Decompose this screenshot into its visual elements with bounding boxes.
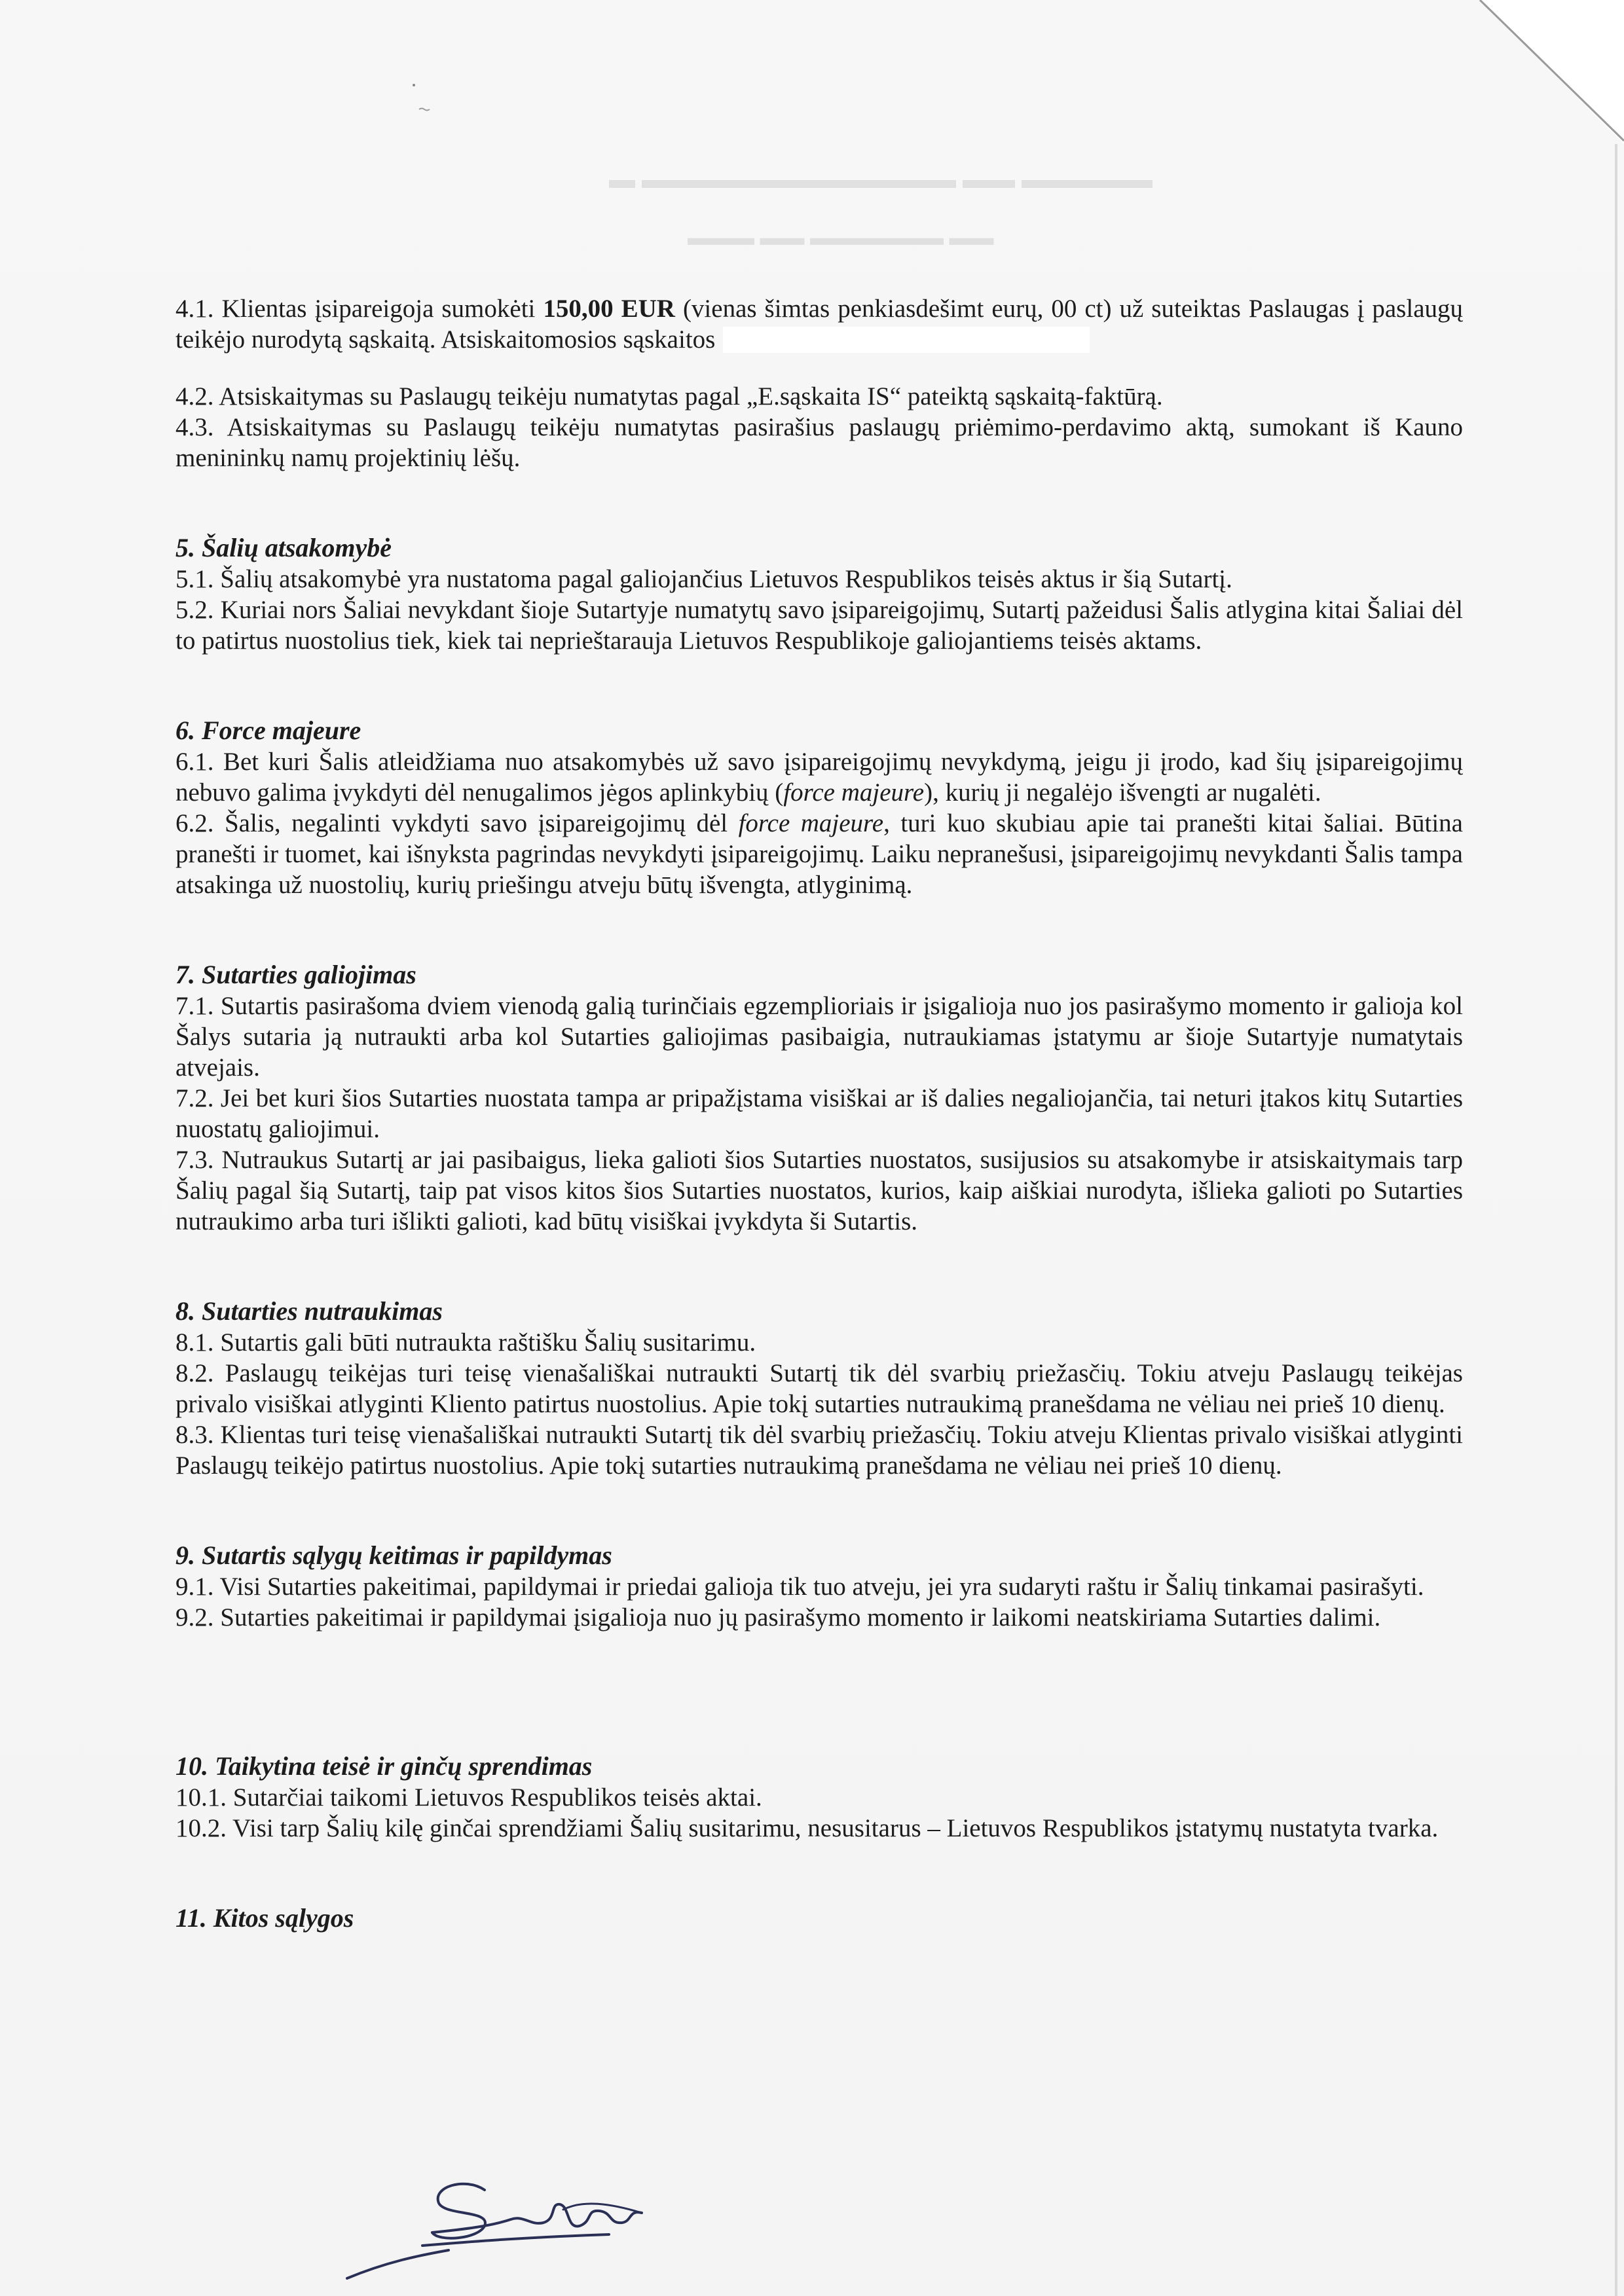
spacer: [175, 1481, 1463, 1540]
clause-paragraph: 8.3. Klientas turi teisę vienašališkai nutraukti Sutartį tik dėl svarbių priežasčių. Tokiu atveju Klientas privalo visiškai atlyginti Paslaugų teikėjo patirtus nuostolius. Apie tokį sutarties nutraukimą pranešdama ne vėliau nei prieš 10 dienų.: [175, 1421, 1463, 1480]
spacer: [175, 355, 1463, 381]
scan-specks: [399, 69, 439, 121]
clause-paragraph: 10.1. Sutarčiai taikomi Lietuvos Respublikos teisės aktai.: [175, 1783, 762, 1812]
clause-paragraph: 4.1. Klientas įsipareigoja sumokėti 150,00 EUR (vienas šimtas penkiasdešimt eurų, 00 ct) už suteiktas Paslaugas į paslaugų teikėjo nurodytą sąskaitą. Atsiskaitomosios sąskaitos: [175, 295, 1464, 354]
document-body: [175, 293, 1463, 1934]
clause-paragraph: 7.3. Nutraukus Sutartį ar jai pasibaigus, lieka galioti šios Sutarties nuostatos, susijusios su atsakomybe ir atsiskaitymais tarp Šalių pagal šią Sutartį, taip pat visos kitos šios Sutarties nuostatos, kurios, kaip aiškiai nurodyta, išlieka galioti po Sutarties nutraukimo arba turi išlikti galioti, kad būtų visiškai įvykdyta ši Sutartis.: [175, 1146, 1463, 1235]
clause-paragraph: 7.2. Jei bet kuri šios Sutarties nuostata tampa ar pripažįstama visiškai ar iš dalies negaliojančia, tai neturi įtakos kitų Sutarties nuostatų galiojimui.: [175, 1084, 1463, 1143]
bleed-through-text: ▬ ▬▬▬▬▬▬▬▬▬▬▬▬ ▬▬ ▬▬▬▬▬: [609, 164, 1153, 194]
clause-paragraph: 5.1. Šalių atsakomybė yra nustatoma pagal galiojančius Lietuvos Respublikos teisės aktus ir šią Sutartį.: [175, 565, 1232, 593]
clause-paragraph: 5.2. Kuriai nors Šaliai nevykdant šioje Sutartyje numatytų savo įsipareigojimų, Sutartį pažeidusi Šalis atlygina kitai Šaliai dėl to patirtus nuostolius tiek, kiek tai neprieštarauja Lietuvos Respublikoje galiojantiems teisės aktams.: [175, 596, 1463, 655]
spacer: [175, 1237, 1463, 1296]
redacted-account-number: [723, 327, 1090, 353]
clause-paragraph: 9.1. Visi Sutarties pakeitimai, papildymai ir priedai galioja tik tuo atveju, jei yra sudaryti raštu ir Šalių tinkamai pasirašyti.: [175, 1573, 1424, 1601]
spacer: [175, 900, 1463, 959]
clause-paragraph: 6.1. Bet kuri Šalis atleidžiama nuo atsakomybės už savo įsipareigojimų nevykdymą, jeigu ji įrodo, kad šių įsipareigojimų nebuvo galima įvykdyti dėl nenugalimos jėgos aplinkybių (force majeure), kurių ji negalėjo išvengti ar nugalėti.: [175, 748, 1463, 807]
clause-paragraph: 10.2. Visi tarp Šalių kilę ginčai sprendžiami Šalių susitarimu, nesusitarus – Lietuvos Respublikos įstatymų nustatyta tvarka.: [175, 1814, 1439, 1842]
section-heading: 7. Sutarties galiojimas: [175, 960, 416, 989]
clause-paragraph: 4.3. Atsiskaitymas su Paslaugų teikėju numatytas pasirašius paslaugų priėmimo-perdavimo aktą, sumokant iš Kauno menininkų namų projektinių lėšų.: [175, 413, 1463, 472]
clause-paragraph: 9.2. Sutarties pakeitimai ir papildymai įsigalioja nuo jų pasirašymo momento ir laikomi neatskiriama Sutarties dalimi.: [175, 1603, 1381, 1631]
clause-paragraph: 8.2. Paslaugų teikėjas turi teisę vienašališkai nutraukti Sutartį tik dėl svarbių priežasčių. Tokiu atveju Paslaugų teikėjas privalo visiškai atlyginti Kliento patirtus nuostolius. Apie tokį sutarties nutraukimą pranešdama ne vėliau nei prieš 10 dienų.: [175, 1359, 1463, 1418]
spacer: [175, 1633, 1463, 1692]
section-heading: 10. Taikytina teisė ir ginčų sprendimas: [175, 1751, 593, 1781]
spacer: [175, 1692, 1463, 1751]
section-heading: 8. Sutarties nutraukimas: [175, 1296, 443, 1326]
section-heading: 6. Force majeure: [175, 716, 361, 745]
section-heading: 11. Kitos sąlygos: [175, 1903, 354, 1933]
spacer: [175, 1844, 1463, 1903]
section-heading: 9. Sutartis sąlygų keitimas ir papildymas: [175, 1540, 612, 1570]
section-heading: 5. Šalių atsakomybė: [175, 533, 392, 562]
clause-paragraph: 4.2. Atsiskaitymas su Paslaugų teikėju numatytas pagal „E.sąskaita IS“ pateiktą sąskaitą-faktūrą.: [175, 382, 1163, 410]
spacer: [175, 473, 1463, 532]
spacer: [175, 656, 1463, 715]
clause-paragraph: 7.1. Sutartis pasirašoma dviem vienodą galią turinčiais egzemplioriais ir įsigalioja nuo jos pasirašymo momento ir galioja kol Šalys sutaria ją nutraukti arba kol Sutarties galiojimas pasibaigia, nutraukiamas įstatymu ar šioje Sutartyje numatytais atvejais.: [175, 992, 1463, 1082]
clause-paragraph: 6.2. Šalis, negalinti vykdyti savo įsipareigojimų dėl force majeure, turi kuo skubiau apie tai pranešti kitai šaliai. Būtina pranešti ir tuomet, kai išnyksta pagrindas nevykdyti įsipareigojimų. Laiku nepranešusi, įsipareigojimų nevykdanti Šalis tampa atsakinga už nuostolių, kurių priešingu atveju būtų išvengta, atlyginimą.: [175, 809, 1463, 899]
clause-paragraph: 8.1. Sutartis gali būti nutraukta raštišku Šalių susitarimu.: [175, 1328, 756, 1357]
handwritten-signature: [334, 2164, 701, 2288]
bleed-through-text: ▬▬▬ ▬▬ ▬▬▬▬▬▬ ▬▬: [688, 226, 994, 250]
